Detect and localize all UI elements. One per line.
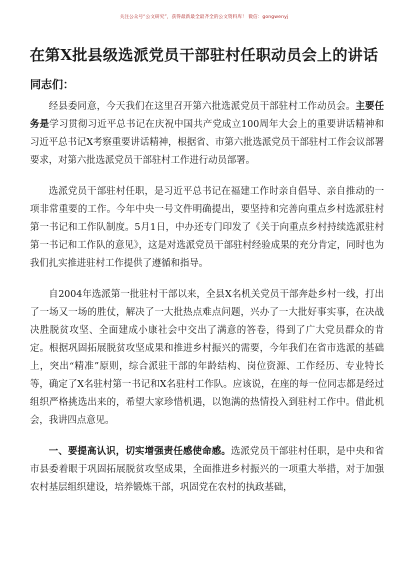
paragraph-1-rest: 学习贯彻习近平总书记在庆祝中国共产党成立100周年大会上的重要讲话精神和习近平总书记X考察重要讲话精神，根据省、市第六批选派党员干部驻村工作会议部署要求，对第六批选派党员干部驻村工作进行动员部署。 — [30, 119, 384, 166]
paragraph-1-intro: 经县委同意，今天我们在这里召开第六批选派党员干部驻村工作动员会。 — [48, 101, 356, 112]
paragraph-4 — [30, 443, 384, 497]
paragraph-2: 选派党员干部驻村任职，是习近平总书记在福建工作时亲自倡导、亲自推动的一项非常重要的工作。今年中央一号文件明确提出，要坚持和完善向重点乡村选派驻村第一书记和工作队制度。5月1日，中办还专门印发了《关于向重点乡村持续选派驻村第一书记和工作队的意见》，这是对选派党员干部驻村经验成果的充分肯定，同时也为我们扎实推进驻村工作提供了遵循和指导。 — [30, 186, 384, 269]
promo-banner: 关注公众号“公文研究”，获得最新最全最齐全的公文资料库！ 微信：gongwenyj — [119, 15, 289, 20]
paragraph-3: 自2004年选派第一批驻村干部以来，全县X名机关党员干部奔赴乡村一线，打出了一场又一场的胜仗，解决了一大批热点难点问题，兴办了一大批好事实事，在决战决胜脱贫攻坚、全面建成小康社会中交出了满意的答卷，得到了广大党员群众的肯定。根据巩固拓展脱贫攻坚成果和推进乡村振兴的需要，今年我们在省市选派的基础上，突出“精准”原则，综合派驻干部的年龄结构、岗位资源、工作经历、专业特长等，确定了X名驻村第一书记和X名驻村工作队。应该说，在座的每一位同志都是经过组织严格挑选出来的，希望大家珍惜机遇，以饱满的热情投入到驻村工作中。借此机会，我讲四点意见。 — [30, 289, 384, 426]
greeting: 同志们： — [30, 78, 74, 91]
document-body — [30, 98, 384, 510]
paragraph-1-bold-lead: 主要任务是 — [30, 101, 384, 130]
paragraph-4-rest: 选派党员干部驻村任职，是中央和省市县委着眼于巩固拓展脱贫攻坚成果，全面推进乡村振兴的一项重大举措，对于加强农村基层组织建设，培养锻炼干部，巩固党在农村的执政基础， — [30, 446, 384, 493]
paragraph-1 — [30, 98, 384, 170]
section-heading-1: 一、要提高认识，切实增强责任感使命感。 — [48, 446, 231, 457]
document-title: 在第X批县级选派党员干部驻村任职动员会上的讲话 — [29, 46, 379, 64]
